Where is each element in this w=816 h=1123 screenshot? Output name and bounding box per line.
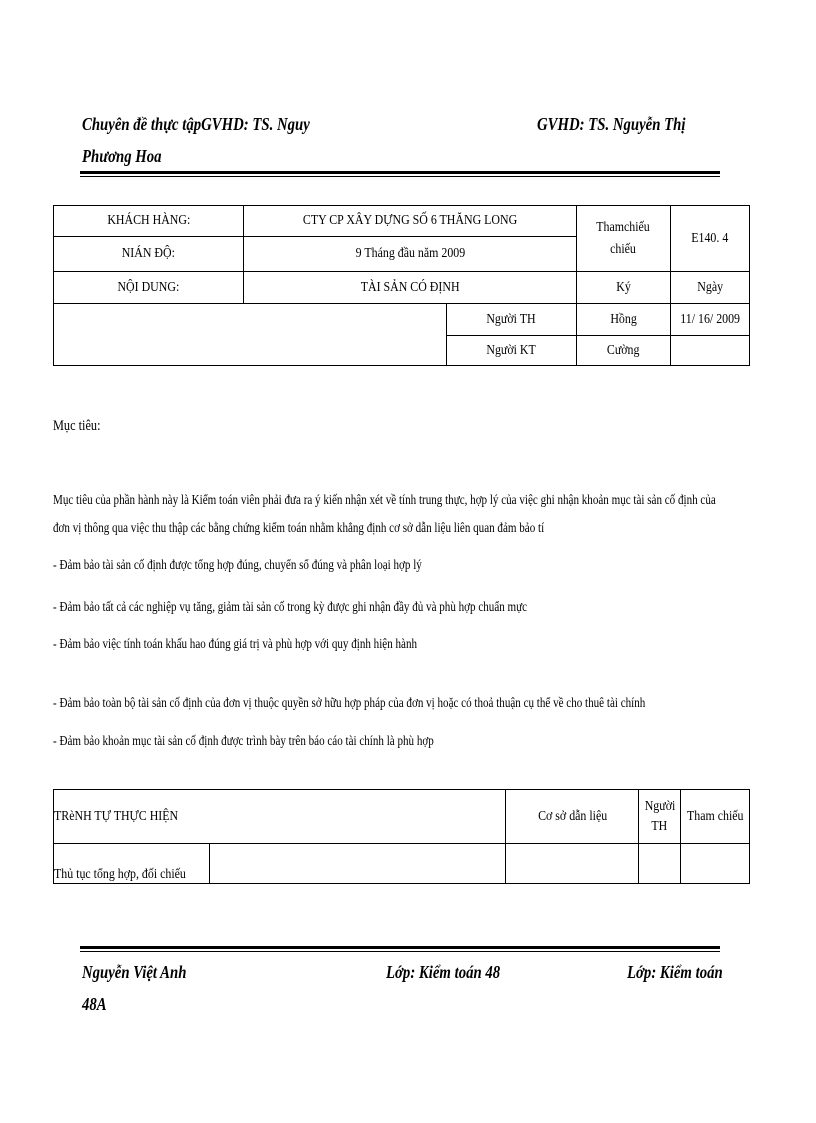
date-label-cell	[670, 272, 749, 304]
content-label: NỘI DUNG:	[117, 279, 180, 295]
content-label-cell	[54, 272, 244, 304]
reference-value: E140. 4	[691, 230, 729, 246]
reference-value-cell	[670, 206, 749, 272]
objective-item: - Đảm bảo tài sản cố định được tổng hợp đúng, chuyển sổ đúng và phân loại hợp lý	[53, 557, 422, 572]
person-header-line1: Người	[644, 798, 675, 814]
preparer-name-cell	[576, 304, 670, 336]
reference-header: Tham chiếu	[686, 808, 744, 824]
header-right: GVHD: TS. Nguyễn Thị	[537, 114, 686, 134]
objective-item: - Đảm bảo khoản mục tài sản cố định được trình bày trên báo cáo tài chính là phù hợp	[53, 733, 434, 748]
footer-rule	[80, 946, 720, 949]
client-value-cell	[244, 206, 576, 237]
footer-class-right: Lớp: Kiểm toán	[627, 962, 723, 982]
preparer-label-cell	[446, 304, 576, 336]
period-label: NIÁN ĐỘ:	[122, 246, 176, 261]
footer-name-line2: 48A	[82, 994, 107, 1014]
procedure-row-label-cell	[54, 844, 210, 884]
preparer-date-cell	[670, 304, 749, 336]
procedure-table	[53, 789, 750, 884]
client-label-cell	[54, 206, 244, 237]
info-table	[53, 205, 750, 366]
sequence-header: TRèNH TỰ THỰC HIỆN	[54, 808, 179, 824]
procedure-row-cell	[639, 844, 681, 884]
period-label-cell	[54, 237, 244, 272]
content-value: TÀI SẢN CÓ ĐỊNH	[360, 279, 460, 295]
procedure-row-cell	[681, 844, 750, 884]
reference-label-cell	[576, 206, 670, 272]
reviewer-label-cell	[446, 336, 576, 366]
procedure-row-label: Thủ tục tổng hợp, đối chiếu	[54, 867, 186, 882]
sign-label: Ký	[615, 279, 631, 295]
reviewer-name: Cường	[606, 342, 640, 358]
reviewer-date-cell	[670, 336, 749, 366]
objective-item: - Đảm bảo toàn bộ tài sản cố định của đơn vị thuộc quyền sở hữu hợp pháp của đơn vị hoặc có thoả thuận cụ thể về cho thuê tài chính	[53, 695, 646, 710]
objectives-intro-line1: Mục tiêu của phần hành này là Kiểm toán viên phải đưa ra ý kiến nhận xét về tính trung thực, hợp lý của việc ghi nhận khoản mục tài sản cố định của	[53, 492, 716, 507]
footer-name-line1: Nguyễn Việt Anh	[82, 962, 187, 982]
header-rule	[80, 171, 720, 174]
header-left-line2: Phương Hoa	[82, 146, 162, 166]
client-value: CTY CP XÂY DỰNG SỐ 6 THĂNG LONG	[302, 213, 518, 228]
footer-class: Lớp: Kiểm toán 48	[386, 962, 501, 982]
date-label: Ngày	[696, 279, 723, 295]
person-header-cell	[639, 790, 681, 844]
person-header-line2: TH	[651, 818, 668, 834]
content-value-cell	[244, 272, 576, 304]
basis-header: Cơ sở dẫn liệu	[537, 808, 607, 824]
sign-label-cell	[576, 272, 670, 304]
reviewer-label: Người KT	[486, 342, 536, 358]
header-rule-thin	[80, 176, 720, 177]
sequence-header-cell	[54, 790, 506, 844]
basis-header-cell	[506, 790, 639, 844]
reference-header-cell	[681, 790, 750, 844]
objective-item: - Đảm bảo tất cả các nghiệp vụ tăng, giảm tài sản cố trong kỳ được ghi nhận đầy đủ và phù hợp chuẩn mực	[53, 599, 528, 614]
reviewer-name-cell	[576, 336, 670, 366]
preparer-date: 11/ 16/ 2009	[679, 311, 740, 327]
period-value-cell	[244, 237, 576, 272]
objectives-intro-line2: đơn vị thông qua việc thu thập các bằng chứng kiểm toán nhằm khẳng định cơ sở dẫn liệu liên quan đảm bảo tí	[53, 520, 545, 535]
objectives-heading: Mục tiêu:	[53, 418, 101, 434]
preparer-name: Hồng	[609, 311, 637, 327]
procedure-row-cell	[210, 844, 506, 884]
period-value: 9 Tháng đầu năm 2009	[355, 246, 465, 261]
procedure-row-cell	[506, 844, 639, 884]
header-left-line1: Chuyên đề thực tậpGVHD: TS. Nguy	[82, 114, 310, 134]
preparer-label: Người TH	[486, 311, 536, 327]
reference-label: Thamchiếu chiếu	[596, 219, 650, 257]
client-label: KHÁCH HÀNG:	[107, 213, 191, 228]
footer-rule-thin	[80, 951, 720, 952]
blank-cell	[54, 304, 447, 366]
objective-item: - Đảm bảo việc tính toán khấu hao đúng giá trị và phù hợp với quy định hiện hành	[53, 636, 418, 651]
